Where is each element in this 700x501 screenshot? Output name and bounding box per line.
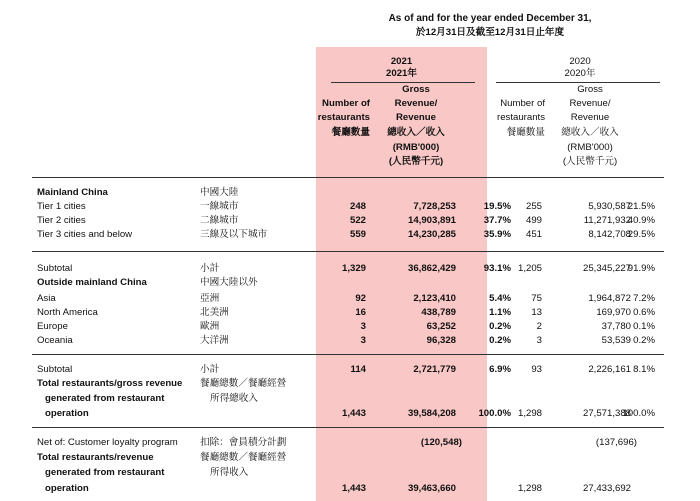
share-2020-cell: 8.1% (633, 364, 655, 375)
revenue-2020-cell: 11,271,932 (583, 215, 631, 226)
revenue-2021-cell: 39,463,660 (407, 483, 456, 494)
header-divider (32, 177, 664, 178)
share-2021-cell: 35.9% (483, 229, 511, 240)
share-2021-cell: 5.4% (489, 293, 511, 304)
revenue-2021-cell: 36,862,429 (407, 263, 456, 274)
restaurants-2020-cell: 2 (536, 321, 542, 332)
year-2020-underline (496, 82, 660, 83)
row-label-cn: 大洋洲 (200, 335, 229, 346)
restaurants-2020-cell: 13 (531, 307, 542, 318)
restaurants-2021-cell: 1,443 (341, 408, 366, 419)
revenue-2021-unit-cn: (人民幣千元) (388, 156, 444, 167)
row-label: Net of: Customer loyalty program (37, 437, 178, 448)
row-label-cn: 中國大陸以外 (200, 277, 258, 288)
revenue-2021-cell: 39,584,208 (407, 408, 456, 419)
row-label: Subtotal (37, 263, 73, 274)
restaurants-2021-cell: 1,329 (341, 263, 366, 274)
restaurants-2021-cell: 1,443 (341, 483, 366, 494)
revenue-2021-cell: 438,789 (421, 307, 456, 318)
row-label-cn: 二線城市 (200, 215, 239, 226)
share-2020-cell: 7.2% (633, 293, 655, 304)
year-2021-label-cn: 2021年 (386, 68, 417, 79)
revenue-2020-cell: 27,433,692 (582, 483, 631, 494)
revenue-2021-cell: (120,548) (420, 437, 462, 448)
year-2021-label: 2021 (390, 56, 413, 67)
revenue-2020-cell: (137,696) (595, 437, 637, 448)
row-label-cn: 亞洲 (200, 293, 220, 304)
row-label-cn: 小計 (200, 364, 220, 375)
revenue-2021-header-line3: Revenue (396, 112, 436, 123)
share-2021-cell: 37.7% (483, 215, 511, 226)
share-2020-cell: 29.5% (627, 229, 655, 240)
row-label-cn-line2: 所得收入 (210, 467, 249, 478)
revenue-2020-header-line3: Revenue (570, 112, 610, 123)
restaurants-2020-header-line2: restaurants (497, 112, 545, 123)
restaurants-2020-header-cn: 餐廳數量 (506, 127, 545, 138)
restaurants-2020-cell: 1,298 (517, 408, 542, 419)
restaurants-2020-cell: 75 (531, 293, 542, 304)
row-label: Tier 1 cities (37, 201, 86, 212)
share-2020-cell: 0.6% (633, 307, 655, 318)
row-label: Tier 2 cities (37, 215, 86, 226)
row-label: Subtotal (37, 364, 73, 375)
share-2021-cell: 100.0% (478, 408, 511, 419)
row-label-cn: 餐廳總數／餐廳經營 (200, 452, 287, 463)
share-2020-cell: 100.0% (622, 408, 655, 419)
revenue-2021-unit: (RMB'000) (392, 142, 440, 153)
revenue-2020-header-line2: Revenue/ (569, 98, 611, 109)
revenue-2021-header-line2: Revenue/ (394, 98, 438, 109)
subtotal-divider (32, 251, 664, 252)
row-label: Tier 3 cities and below (37, 229, 133, 240)
row-label-line3: operation (45, 483, 89, 494)
row-label: Asia (37, 293, 56, 304)
revenue-2021-header-cn: 總收入／收入 (387, 127, 445, 138)
restaurants-2020-cell: 255 (525, 201, 542, 212)
share-2021-cell: 93.1% (483, 263, 511, 274)
revenue-2021-cell: 14,230,285 (407, 229, 456, 240)
period-header-chinese: 於12月31日及截至12月31日止年度 (415, 27, 565, 38)
share-2021-cell: 6.9% (489, 364, 511, 375)
restaurants-2021-header-line2: restaurants (317, 112, 370, 123)
share-2021-cell: 1.1% (489, 307, 511, 318)
restaurants-2021-cell: 3 (360, 321, 366, 332)
restaurants-2020-cell: 3 (536, 335, 542, 346)
restaurants-2021-header-cn: 餐廳數量 (331, 127, 370, 138)
revenue-2020-cell: 53,539 (601, 335, 631, 346)
row-label-cn: 小計 (200, 263, 220, 274)
revenue-2021-cell: 2,123,410 (413, 293, 456, 304)
revenue-2021-cell: 96,328 (426, 335, 456, 346)
row-label-cn: 一線城市 (200, 201, 239, 212)
revenue-2020-cell: 25,345,227 (582, 263, 631, 274)
revenue-2020-cell: 1,964,872 (588, 293, 631, 304)
share-2020-cell: 40.9% (627, 215, 655, 226)
row-label: Oceania (37, 335, 73, 346)
revenue-2020-unit: (RMB'000) (567, 142, 613, 153)
share-2020-cell: 0.1% (633, 321, 655, 332)
revenue-2021-cell: 63,252 (426, 321, 456, 332)
revenue-2020-header-line1: Gross (577, 84, 603, 95)
total-divider (32, 427, 664, 428)
revenue-2020-header-cn: 總收入／收入 (561, 127, 619, 138)
revenue-2021-cell: 14,903,891 (407, 215, 456, 226)
revenue-2020-cell: 27,571,388 (582, 408, 631, 419)
revenue-2020-cell: 169,970 (596, 307, 631, 318)
year-2020-label: 2020 (569, 56, 591, 67)
row-label-cn: 北美洲 (200, 307, 229, 318)
restaurants-2020-cell: 451 (525, 229, 542, 240)
period-header: As of and for the year ended December 31, (388, 13, 592, 24)
restaurants-2021-cell: 92 (355, 293, 366, 304)
row-label-line2: generated from restaurant (45, 393, 165, 404)
row-label: Outside mainland China (37, 277, 147, 288)
revenue-2021-header-line1: Gross (402, 84, 430, 95)
revenue-2020-unit-cn: (人民幣千元) (562, 156, 618, 167)
revenue-2021-cell: 2,721,779 (413, 364, 456, 375)
revenue-2021-cell: 7,728,253 (413, 201, 456, 212)
row-label-line3: operation (45, 408, 89, 419)
restaurants-2020-cell: 1,205 (517, 263, 542, 274)
revenue-2020-cell: 5,930,587 (588, 201, 631, 212)
restaurants-2021-cell: 522 (349, 215, 366, 226)
row-label-cn: 三線及以下城市 (200, 229, 268, 240)
share-2021-cell: 0.2% (489, 335, 511, 346)
subtotal-divider (32, 354, 664, 355)
restaurants-2020-cell: 499 (525, 215, 542, 226)
row-label: Total restaurants/gross revenue (37, 378, 183, 389)
year-2020-label-cn: 2020年 (564, 68, 596, 79)
share-2020-cell: 0.2% (633, 335, 655, 346)
restaurants-2021-cell: 559 (349, 229, 366, 240)
year-2021-underline (331, 82, 475, 83)
row-label-cn: 中國大陸 (200, 187, 239, 198)
revenue-2020-cell: 8,142,708 (588, 229, 631, 240)
row-label-cn: 歐洲 (200, 321, 220, 332)
share-2021-cell: 0.2% (489, 321, 511, 332)
restaurants-2021-cell: 248 (349, 201, 366, 212)
row-label: Mainland China (37, 187, 108, 198)
share-2021-cell: 19.5% (483, 201, 511, 212)
row-label-cn: 餐廳總數／餐廳經營 (200, 378, 287, 389)
restaurants-2021-cell: 114 (350, 364, 366, 375)
revenue-2020-cell: 2,226,161 (588, 364, 631, 375)
restaurants-2021-header-line1: Number of (322, 98, 370, 109)
restaurants-2020-header-line1: Number of (500, 98, 545, 109)
restaurants-2020-cell: 1,298 (517, 483, 542, 494)
share-2020-cell: 21.5% (627, 201, 655, 212)
row-label-line2: generated from restaurant (45, 467, 165, 478)
row-label-cn-line2: 所得總收入 (210, 393, 258, 404)
share-2020-cell: 91.9% (627, 263, 655, 274)
restaurants-2021-cell: 16 (355, 307, 366, 318)
revenue-2020-cell: 37,780 (601, 321, 631, 332)
row-label: Total restaurants/revenue (37, 452, 154, 463)
restaurants-2021-cell: 3 (360, 335, 366, 346)
restaurants-2020-cell: 93 (531, 364, 542, 375)
row-label: North America (37, 307, 98, 318)
row-label-cn: 扣除：會員積分計劃 (200, 437, 287, 448)
row-label: Europe (37, 321, 68, 332)
